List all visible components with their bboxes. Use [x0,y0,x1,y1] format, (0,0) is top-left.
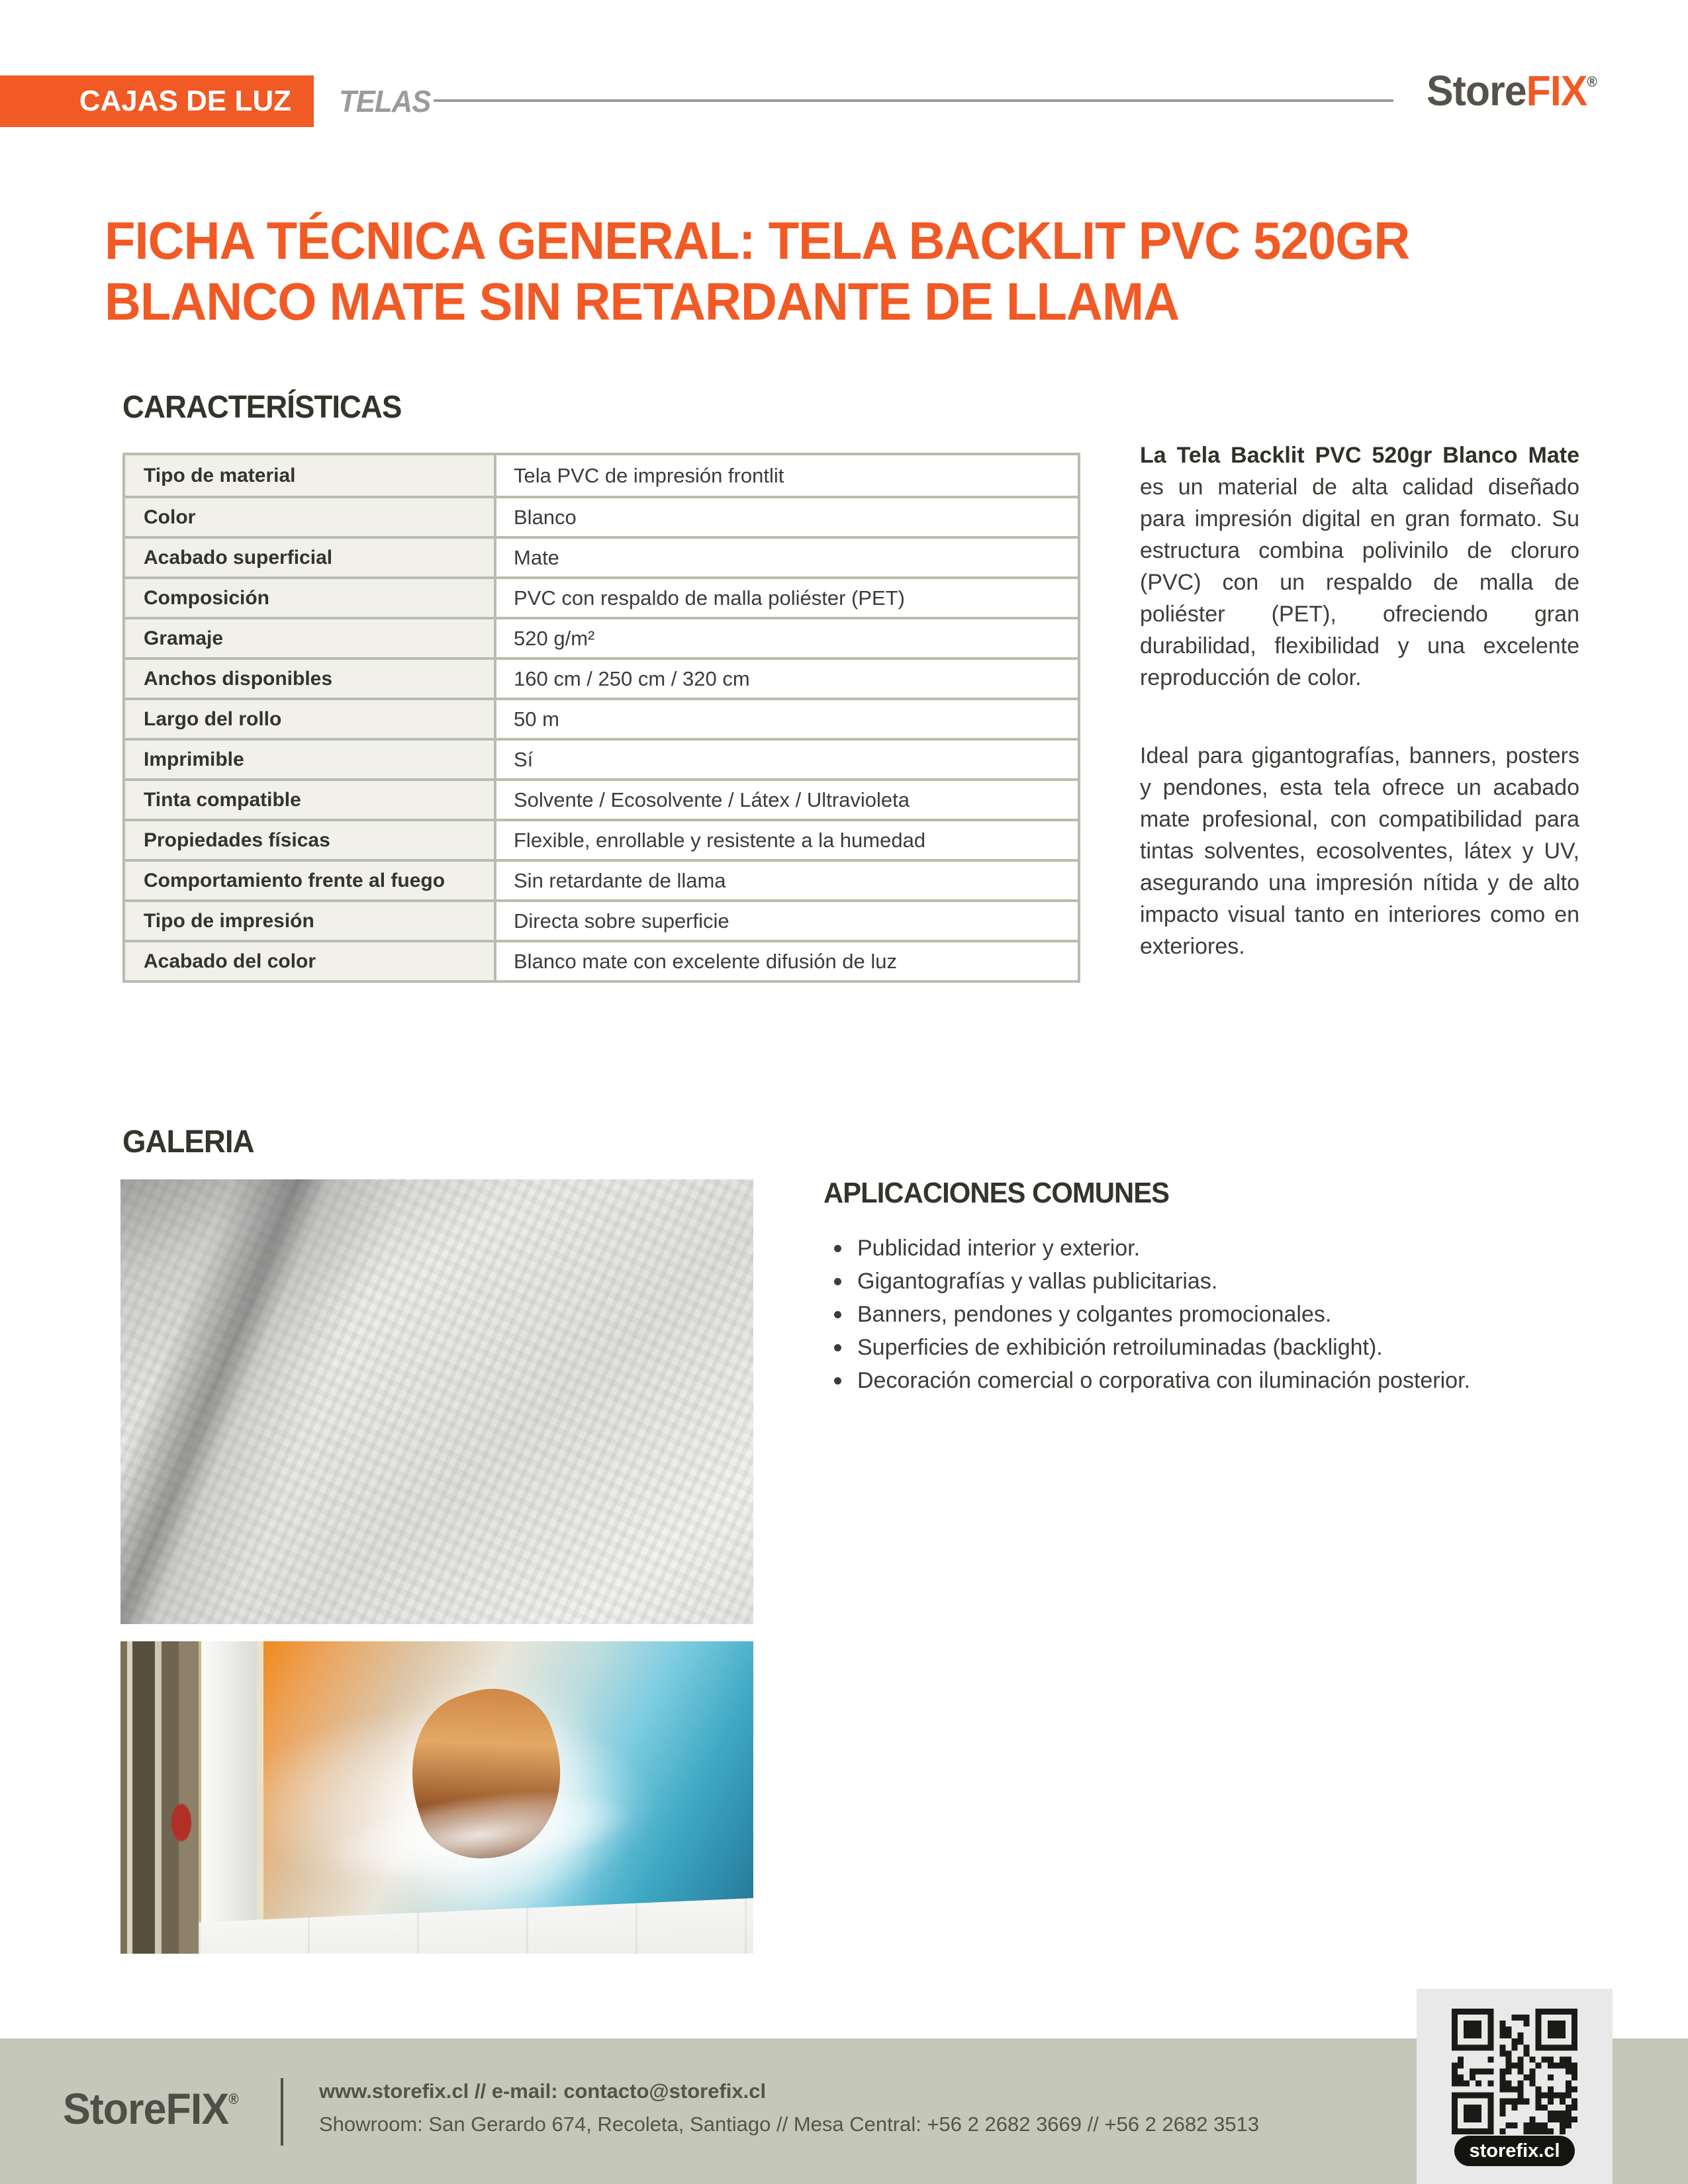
table-row-label: Tinta compatible [125,781,496,819]
footer-contact [319,2079,1259,2136]
table-row-label: Tipo de impresión [125,902,496,940]
table-row-label: Gramaje [125,619,496,657]
table-row-value: Tela PVC de impresión frontlit [496,455,1078,496]
bullet-icon [834,1278,841,1285]
category-badge-label: CAJAS DE LUZ [79,85,291,117]
table-row-value: Blanco mate con excelente difusión de luz [496,942,1078,980]
table-row [125,698,1078,738]
list-item [829,1232,1513,1265]
brand-logo-store: Store [1427,67,1526,114]
list-item-text: Superficies de exhibición retroiluminadas (backlight). [857,1335,1383,1360]
gallery-image-fabric-texture [120,1179,753,1624]
bullet-icon [834,1344,841,1351]
list-item [829,1265,1513,1298]
table-row-value: Flexible, enrollable y resistente a la humedad [496,821,1078,859]
description-column [1140,439,1579,962]
table-row [125,576,1078,617]
mall-interior-graphic [120,1641,199,1954]
header-rule [434,99,1393,102]
table-row [125,496,1078,536]
wall-pillar-graphic [199,1641,257,1954]
table-row [125,940,1078,980]
table-row-value: Sí [496,741,1078,778]
category-badge [0,75,314,127]
table-row-label: Imprimible [125,741,496,778]
table-row-label: Propiedades físicas [125,821,496,859]
list-item-text: Gigantografías y vallas publicitarias. [857,1269,1218,1294]
list-item-text: Decoración comercial o corporativa con iluminación posterior. [857,1368,1470,1393]
table-row-value: Solvente / Ecosolvente / Látex / Ultravioleta [496,781,1078,819]
table-row-label: Acabado del color [125,942,496,980]
table-row-value: Sin retardante de llama [496,862,1078,899]
table-row [125,657,1078,698]
table-row-value: Blanco [496,498,1078,536]
qr-label-pill: storefix.cl [1454,2136,1575,2166]
table-row-value: 50 m [496,700,1078,738]
applications-heading: APLICACIONES COMUNES [823,1177,1170,1209]
characteristics-heading: CARACTERÍSTICAS [122,390,402,425]
table-row [125,455,1078,496]
list-item [829,1298,1513,1331]
table-row-value: 160 cm / 250 cm / 320 cm [496,660,1078,698]
table-row [125,859,1078,899]
table-row-label: Largo del rollo [125,700,496,738]
brand-logo [1427,66,1605,115]
registered-mark-icon: ® [228,2091,238,2107]
table-row-value: Directa sobre superficie [496,902,1078,940]
table-row-label: Color [125,498,496,536]
bullet-icon [834,1377,841,1385]
list-item-text: Publicidad interior y exterior. [857,1236,1141,1261]
footer-brand-logo: StoreFIX® [63,2084,238,2133]
qr-block [1417,1989,1613,2184]
registered-mark-icon: ® [1587,73,1597,90]
brand-logo-fix: FIX [1526,67,1587,114]
applications-list [829,1232,1513,1398]
list-item-text: Banners, pendones y colgantes promocionales. [857,1302,1332,1327]
footer-web-email: www.storefix.cl // e-mail: contacto@storefix.cl [319,2079,767,2103]
table-row-value: 520 g/m² [496,619,1078,657]
table-row [125,778,1078,819]
table-row [125,819,1078,859]
list-item [829,1365,1513,1397]
table-row [125,617,1078,657]
description-lead: La Tela Backlit PVC 520gr Blanco Mate [1140,443,1579,468]
table-row-label: Tipo de material [125,455,496,496]
description-paragraph-1: La Tela Backlit PVC 520gr Blanco Mate es un material de alta calidad diseñado para impresión digital en gran formato. Su estructura combina polivinilo de cloruro (PVC) con un respaldo de malla de poliéster (PET), ofreciendo gran durabilidad, flexibilidad y una excelente reproducción de color. [1140,443,1579,690]
table-row [125,738,1078,778]
gallery-image-lightbox-photo [120,1641,753,1954]
table-row-label: Comportamiento frente al fuego [125,862,496,899]
footer-divider [281,2078,283,2146]
page-title [105,210,1478,332]
table-row-label: Acabado superficial [125,539,496,576]
bullet-icon [834,1311,841,1318]
subcategory-label: TELAS [339,84,431,118]
footer-address-phones: Showroom: San Gerardo 674, Recoleta, Santiago // Mesa Central: +56 2 2682 3669 // +56 2 2682 3513 [319,2113,1260,2136]
table-row [125,899,1078,940]
gallery-heading: GALERIA [122,1124,254,1160]
bullet-icon [834,1245,841,1252]
table-row-value: Mate [496,539,1078,576]
table-row [125,536,1078,576]
page-title-line2: BLANCO MATE SIN RETARDANTE DE LLAMA [105,272,1180,331]
characteristics-table [122,453,1080,983]
qr-code-icon [1452,2009,1577,2134]
page-title-line1: FICHA TÉCNICA GENERAL: TELA BACKLIT PVC 520GR [105,211,1410,270]
table-row-label: Composición [125,579,496,617]
list-item [829,1332,1513,1364]
description-paragraph-2: Ideal para gigantografías, banners, posters y pendones, esta tela ofrece un acabado mate profesional, con compatibilidad para tintas solventes, ecosolventes, látex y UV, asegurando una impresión nítida y de alto impacto visual tanto en interiores como en exteriores. [1140,743,1579,959]
table-row-value: PVC con respaldo de malla poliéster (PET) [496,579,1078,617]
table-row-label: Anchos disponibles [125,660,496,698]
